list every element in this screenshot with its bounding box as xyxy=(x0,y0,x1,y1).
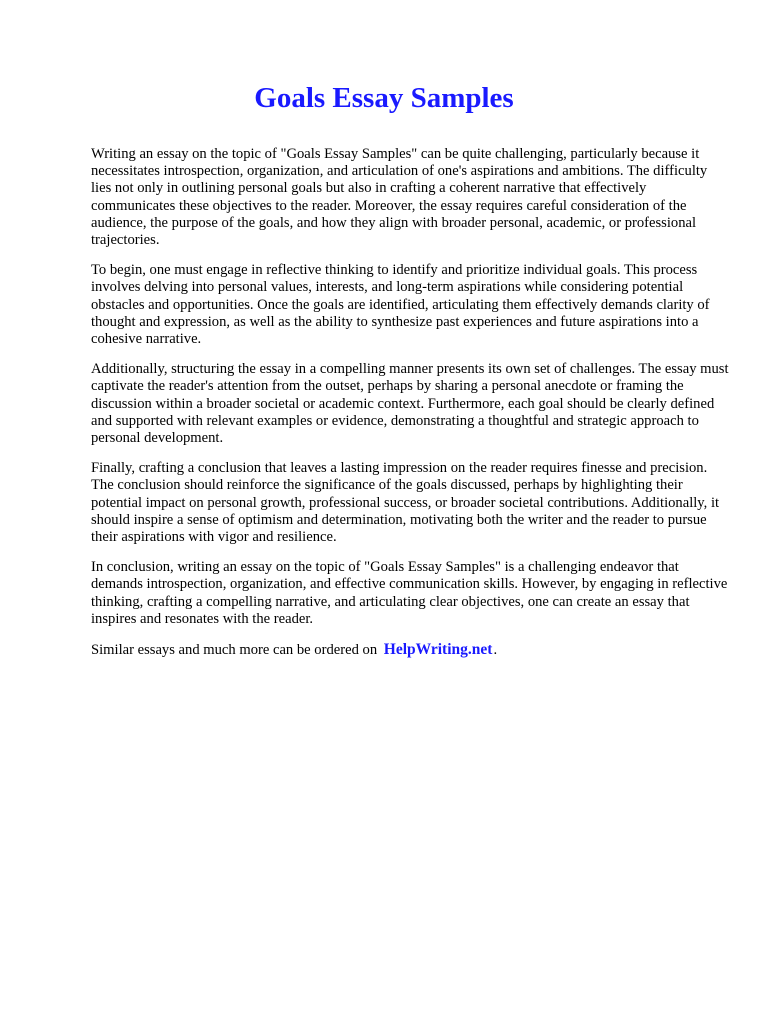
footer-suffix: . xyxy=(493,642,498,659)
footer-prefix: Similar essays and much more can be ordered on xyxy=(91,642,378,659)
paragraph-5: In conclusion, writing an essay on the topic of "Goals Essay Samples" is a challenging endeavor that demands introspection, organization, and effective communication skills. However, by engaging in reflective thinking, crafting a compelling narrative, and articulating clear objectives, one can create an essay that inspires and resonates with the reader. xyxy=(91,559,728,627)
paragraph-1: Writing an essay on the topic of "Goals Essay Samples" can be quite challenging, particularly because it necessitates introspection, organization, and articulation of one's aspirations and ambitions. The difficulty lies not only in outlining personal goals but also in crafting a coherent narrative that effectively communicates these objectives to the reader. Moreover, the essay requires careful consideration of the audience, the purpose of the goals, and how they align with broader personal, academic, or professional trajectories. xyxy=(91,146,708,249)
footer-line xyxy=(91,641,731,659)
paragraph-3: Additionally, structuring the essay in a compelling manner presents its own set of challenges. The essay must captivate the reader's attention from the outset, perhaps by sharing a personal anecdote or framing the discussion within a broader societal or academic context. Furthermore, each goal should be clearly defined and supported with relevant examples or evidence, demonstrating a thoughtful and strategic approach to personal development. xyxy=(91,361,729,447)
paragraph-4: Finally, crafting a conclusion that leaves a lasting impression on the reader requires finesse and precision. The conclusion should reinforce the significance of the goals discussed, perhaps by highlighting their potential impact on personal growth, professional success, or broader societal contributions. Additionally, it should inspire a sense of optimism and determination, motivating both the writer and the reader to pursue their aspirations with vigor and resilience. xyxy=(91,460,720,546)
document-body xyxy=(91,146,731,672)
document-title: Goals Essay Samples xyxy=(254,82,514,114)
paragraph-2: To begin, one must engage in reflective thinking to identify and prioritize individual goals. This process involves delving into personal values, interests, and long-term aspirations while considering potential obstacles and opportunities. Once the goals are identified, articulating them effectively demands clarity of thought and expression, as well as the ability to synthesize past experiences and future aspirations into a cohesive narrative. xyxy=(91,262,710,348)
helpwriting-link[interactable]: HelpWriting.net xyxy=(383,641,493,659)
